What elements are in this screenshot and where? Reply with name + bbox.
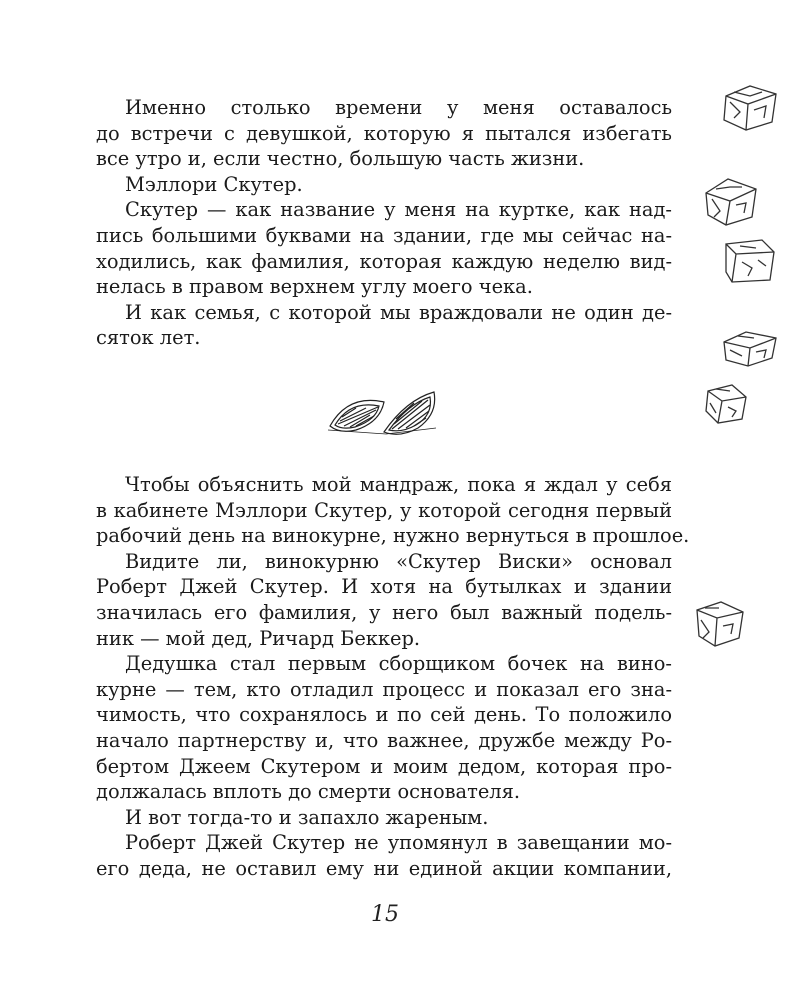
- ice-cube-icon: [722, 236, 778, 286]
- text-line: [96, 146, 672, 172]
- text-line-content: должалась вплоть до смерти основателя.: [96, 780, 521, 804]
- text-line: [96, 523, 690, 549]
- ice-cube-icon: [702, 175, 760, 227]
- text-line-content: значилась его фамилия, у него был важный подель-: [96, 600, 672, 624]
- text-line-content: Дедушка стал первым сборщиком бочек на вино-: [125, 652, 672, 676]
- text-line: [96, 830, 672, 856]
- text-line: [96, 779, 672, 805]
- text-line-content: его деда, не оставил ему ни единой акции компании,: [96, 856, 672, 880]
- text-line-content: Скутер — как название у меня на куртке, как над-: [125, 198, 672, 222]
- ice-cube-icon: [720, 328, 780, 370]
- text-line: [96, 172, 672, 198]
- text-line-content: Чтобы объяснить мой мандраж, пока я ждал у себя: [125, 473, 672, 496]
- text-line: [96, 805, 672, 831]
- text-line-content: до встречи с девушкой, которую я пытался избегать: [96, 121, 672, 145]
- text-line-content: И вот тогда-то и запахло жареным.: [125, 805, 489, 829]
- text-line-content: чимость, что сохранялось и по сей день. То положило: [96, 703, 672, 727]
- page-number: 15: [371, 902, 399, 927]
- text-line-content: ник — мой дед, Ричард Беккер.: [96, 626, 421, 650]
- text-line: [96, 651, 672, 677]
- text-line-content: все утро и, если честно, большую часть жизни.: [96, 147, 585, 171]
- text-line: [96, 95, 672, 121]
- ice-cube-icon: [720, 82, 780, 132]
- text-line-content: в кабинете Мэллори Скутер, у которой сегодня первый: [96, 498, 672, 522]
- text-line-content: Мэллори Скутер.: [125, 172, 303, 196]
- orange-slices-ornament-icon: [326, 388, 438, 438]
- text-line-content: нелась в правом верхнем углу моего чека.: [96, 275, 533, 299]
- text-line-content: Именно столько времени у меня оставалось: [125, 96, 672, 119]
- text-line: [96, 856, 672, 882]
- text-line: [96, 197, 672, 223]
- text-line: [96, 121, 672, 147]
- text-line: [96, 677, 672, 703]
- text-line: [96, 223, 672, 249]
- text-line-content: Роберт Джей Скутер не упомянул в завещании мо-: [125, 831, 672, 855]
- text-line: [96, 325, 672, 351]
- text-block-2: [96, 472, 690, 882]
- text-line: [96, 626, 672, 652]
- text-block-1: [96, 95, 672, 351]
- text-line: [96, 300, 672, 326]
- text-line: [96, 249, 672, 275]
- text-line: [96, 472, 672, 498]
- text-line-content: пись большими буквами на здании, где мы сейчас на-: [96, 223, 672, 247]
- text-line: [96, 498, 672, 524]
- text-line-content: бертом Джеем Скутером и моим дедом, которая про-: [96, 754, 672, 778]
- text-line: [96, 600, 672, 626]
- text-line-content: начало партнерству и, что важнее, дружбе между Ро-: [96, 728, 672, 752]
- ice-cube-icon: [702, 383, 750, 425]
- text-line: [96, 728, 672, 754]
- text-line-content: И как семья, с которой мы враждовали не один де-: [125, 300, 672, 324]
- text-line: [96, 549, 672, 575]
- text-line-content: курне — тем, кто отладил процесс и показал его зна-: [96, 677, 672, 701]
- text-line-content: Видите ли, винокурню «Скутер Виски» основал: [125, 549, 672, 573]
- ice-cube-icon: [693, 600, 747, 648]
- text-line-content: Роберт Джей Скутер. И хотя на бутылках и здании: [96, 575, 672, 599]
- text-line-content: рабочий день на винокурне, нужно вернуться в прошлое.: [96, 524, 690, 548]
- text-line-content: ходились, как фамилия, которая каждую неделю вид-: [96, 249, 672, 273]
- text-line: [96, 754, 672, 780]
- text-line: [96, 702, 672, 728]
- text-line-content: сяток лет.: [96, 326, 201, 350]
- text-line: [96, 574, 672, 600]
- text-line: [96, 274, 672, 300]
